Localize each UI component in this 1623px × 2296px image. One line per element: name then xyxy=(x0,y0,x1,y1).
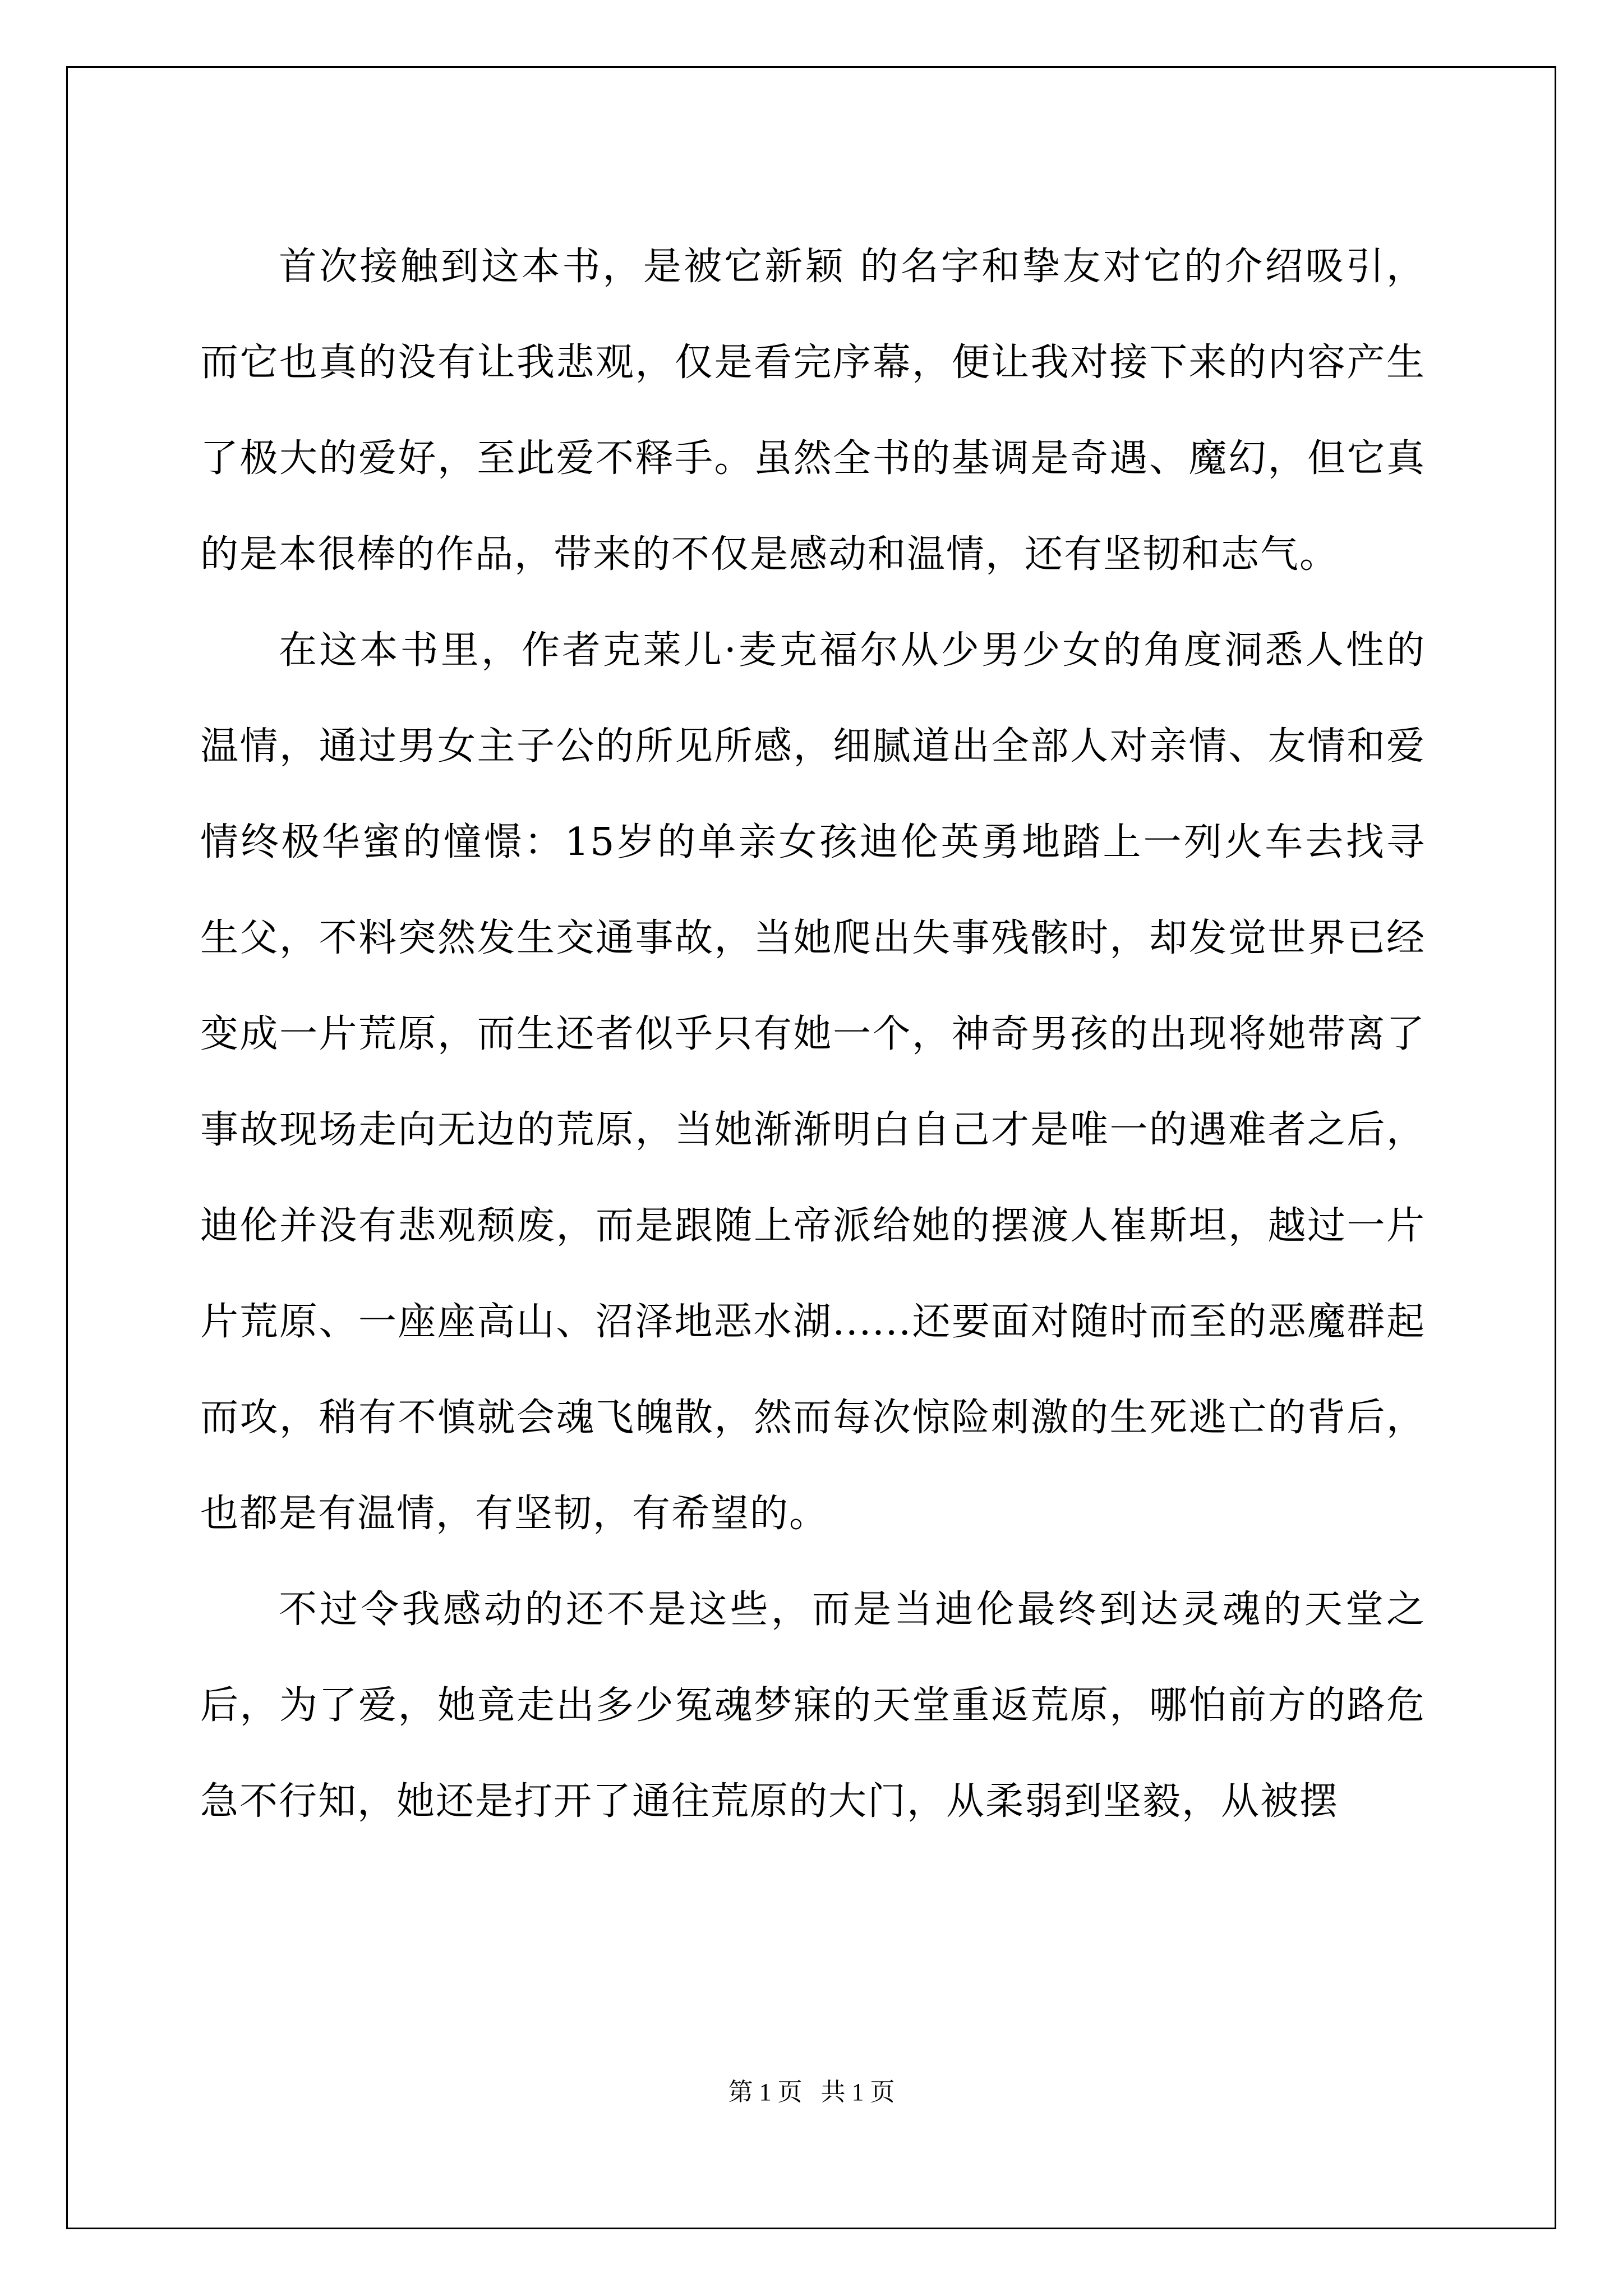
page-number: 第 1 页 xyxy=(728,2078,803,2106)
paragraph-1: 首次接触到这本书，是被它新颖 的名字和挚友对它的介绍吸引，而它也真的没有让我悲观，仅是看完序幕，便让我对接下来的内容产生了极大的爱好，至此爱不释手。虽然全书的基调是奇遇、魔幻，但它真的是本很棒的作品，带来的不仅是感动和温情，还有坚韧和志气。 xyxy=(200,245,1426,577)
paragraph-2: 在这本书里，作者克莱儿·麦克福尔从少男少女的角度洞悉人性的温情，通过男女主子公的所见所感，细腻道出全部人对亲情、友情和爱情终极华蜜的憧憬：15岁的单亲女孩迪伦英勇地踏上一列火车去找寻生父，不料突然发生交通事故，当她爬出失事残骸时，却发觉世界已经变成一片荒原，而生还者似乎只有她一个，神奇男孩的出现将她带离了事故现场走向无边的荒原，当她渐渐明白自己才是唯一的遇难者之后，迪伦并没有悲观颓废，而是跟随上帝派给她的摆渡人崔斯坦，越过一片片荒原、一座座高山、沼泽地恶水湖......还要面对随时而至的恶魔群起而攻，稍有不慎就会魂飞魄散，然而每次惊险刺激的生死逃亡的背后，也都是有温情，有坚韧，有希望的。 xyxy=(200,628,1426,1536)
document-body xyxy=(200,219,1426,1849)
page-total: 共 1 页 xyxy=(820,2078,895,2106)
paragraph-3: 不过令我感动的还不是这些，而是当迪伦最终到达灵魂的天堂之后，为了爱，她竟走出多少冤魂梦寐的天堂重返荒原，哪怕前方的路危急不行知，她还是打开了通往荒原的大门，从柔弱到坚毅，从被摆 xyxy=(200,1588,1426,1824)
page-footer xyxy=(0,2076,1623,2109)
